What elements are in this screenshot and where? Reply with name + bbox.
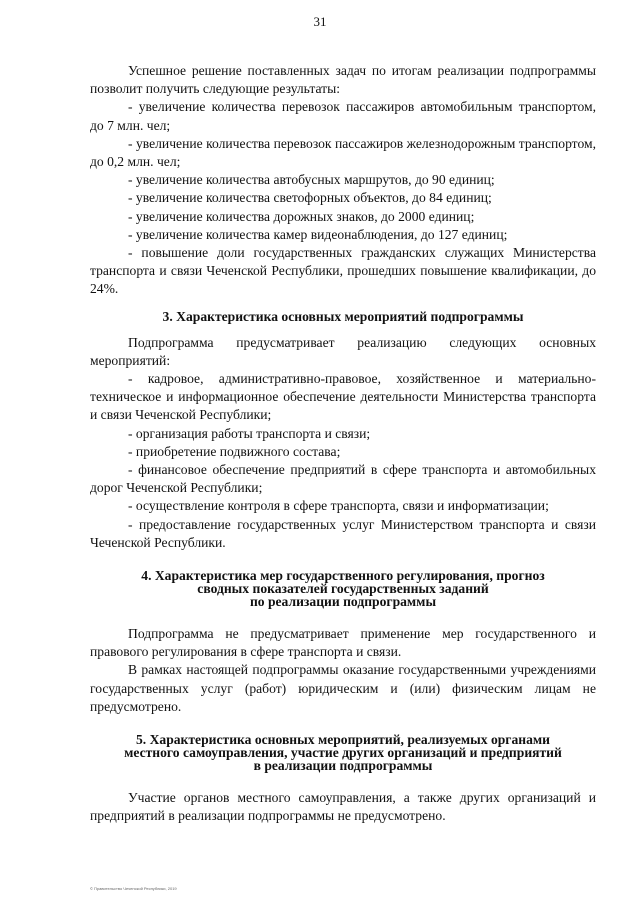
results-item: - увеличение количества перевозок пассажиров автомобильным транспортом, до 7 млн. чел; [90,99,596,133]
results-item: - увеличение количества камер видеонаблюдения, до 127 единиц; [128,226,508,242]
section-4 [90,625,596,716]
heading-line: 4. Характеристика мер государственного регулирования, прогноз [141,568,545,584]
results-item: - увеличение количества дорожных знаков, до 2000 единиц; [128,208,475,224]
section-3-item: - предоставление государственных услуг Министерством транспорта и связи Чеченской Республики. [90,516,596,550]
section-4-heading [90,569,596,608]
section-3-item: - приобретение подвижного состава; [128,443,341,459]
results-item: - увеличение количества автобусных маршрутов, до 90 единиц; [128,172,495,188]
results-item: - увеличение количества светофорных объектов, до 84 единиц; [128,190,492,206]
section-5 [90,789,596,825]
section-5-paragraph: Участие органов местного самоуправления, а также других организаций и предприятий в реализации подпрограммы не предусмотрено. [90,790,596,824]
document-body [90,62,596,826]
section-4-paragraph: В рамках настоящей подпрограммы оказание государственными учреждениями государственных услуг (работ) юридическим и (или) физическим лицам не предусмотрено. [90,662,596,714]
heading-line: по реализации подпрограммы [249,594,437,610]
section-3 [90,334,596,552]
heading-line: 5. Характеристика основных мероприятий, реализуемых органами [135,732,550,748]
section-3-item: - кадровое, административно-правовое, хозяйственное и материально-техническое и информационное обеспечение деятельности Министерства транспорта и связи Чеченской Республики; [90,371,596,423]
section-3-item: - финансовое обеспечение предприятий в сфере транспорта и автомобильных дорог Чеченской Республики; [90,462,596,496]
section-4-paragraph: Подпрограмма не предусматривает применение мер государственного и правового регулирования в сфере транспорта и связи. [90,626,596,660]
heading-line: местного самоуправления, участие других организаций и предприятий [124,745,562,761]
results-item: - увеличение количества перевозок пассажиров железнодорожным транспортом, до 0,2 млн. чел; [90,135,596,170]
heading-line: в реализации подпрограммы [253,758,433,774]
section-3-lead: Подпрограмма предусматривает реализацию следующих основных мероприятий: [90,334,596,368]
section-5-heading [90,733,596,772]
results-item: - повышение доли государственных гражданских служащих Министерства транспорта и связи Чеченской Республики, прошедших повышение квалификации, до 24%. [90,245,596,297]
section-3-item: - осуществление контроля в сфере транспорта, связи и информатизации; [128,498,549,514]
page-number: 31 [313,14,327,29]
heading-line: сводных показателей государственных заданий [197,581,489,597]
section-3-item: - организация работы транспорта и связи; [128,425,371,441]
section-3-heading: 3. Характеристика основных мероприятий подпрограммы [162,308,524,324]
footer-text: © Правительство Чеченской Республики, 2019 [90,886,177,891]
results-section [90,62,596,299]
results-lead: Успешное решение поставленных задач по итогам реализации подпрограммы позволит получить следующие результаты: [90,63,596,97]
